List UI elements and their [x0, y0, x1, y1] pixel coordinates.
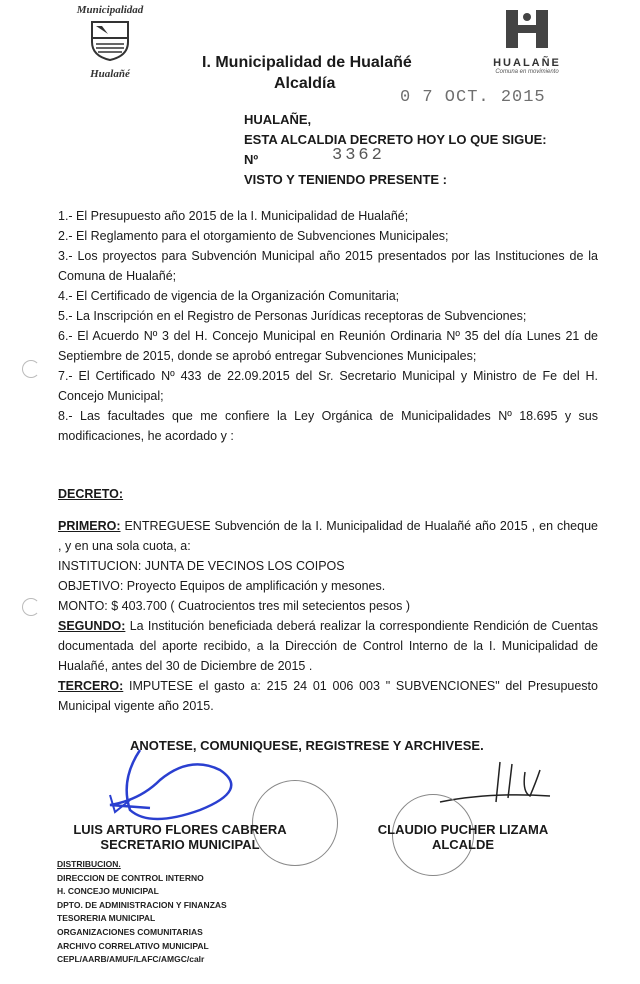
tercero-text: IMPUTESE el gasto a: 215 24 01 006 003 " SUBVENCIONES" del Presupuesto Municipal vigente año 2015. [58, 679, 598, 713]
distribution-item: ORGANIZACIONES COMUNITARIAS [57, 926, 203, 937]
tercero-paragraph [58, 676, 598, 716]
hualane-brand-logo [492, 8, 562, 78]
mayor-title: ALCALDE [431, 837, 495, 852]
visto-item: 5.- La Inscripción en el Registro de Personas Jurídicas receptoras de Subvenciones; [58, 309, 527, 323]
crest-bottom-text: Hualañé [90, 68, 130, 80]
crest-top-text: Municipalidad [76, 4, 144, 16]
heading-line-visto: VISTO Y TENIENDO PRESENTE : [244, 172, 447, 187]
visto-item: 2.- El Reglamento para el otorgamiento de Subvenciones Municipales; [58, 229, 449, 243]
visto-item: 1.- El Presupuesto año 2015 de la I. Municipalidad de Hualañé; [58, 209, 409, 223]
distribution-item: TESORERIA MUNICIPAL [57, 913, 156, 924]
secretary-signature [90, 740, 270, 830]
distribution-item: DPTO. DE ADMINISTRACION Y FINANZAS [57, 899, 227, 910]
brand-slogan: Comuna en movimiento [495, 69, 559, 75]
visto-item: 6.- El Acuerdo Nº 3 del H. Concejo Municipal en Reunión Ordinaria Nº 35 del día Lunes 21 de Septiembre de 2015, donde se aprobó entregar Subvenciones Municipales; [58, 329, 598, 363]
distribution-title: DISTRIBUCION. [57, 859, 121, 869]
distribution-item: DIRECCION DE CONTROL INTERNO [57, 872, 204, 883]
visto-item: 7.- El Certificado Nº 433 de 22.09.2015 del Sr. Secretario Municipal y Ministro de Fe del H. Concejo Municipal; [58, 369, 598, 403]
primero-paragraph [58, 516, 598, 556]
heading-line-place: HUALAÑE, [244, 112, 312, 127]
shield-icon [88, 18, 132, 62]
decreto-heading [58, 484, 598, 504]
objetivo-line: OBJETIVO: Proyecto Equipos de amplificación y mesones. [58, 579, 386, 593]
institucion-line: INSTITUCION: JUNTA DE VECINOS LOS COIPOS [58, 559, 345, 573]
municipal-crest-logo [62, 4, 158, 84]
brand-name: HUALAÑE [493, 57, 561, 69]
hole-punch-mark [22, 598, 40, 616]
secretary-title: SECRETARIO MUNICIPAL [100, 837, 260, 852]
tercero-label: TERCERO: [58, 679, 124, 693]
monto-line: MONTO: $ 403.700 ( Cuatrocientos tres mil setecientos pesos ) [58, 599, 411, 613]
distribution-item: H. CONCEJO MUNICIPAL [57, 886, 159, 897]
visto-item: 8.- Las facultades que me confiere la Ley Orgánica de Municipalidades Nº 18.695 y sus modificaciones, he acordado y : [58, 409, 598, 443]
distribution-list [57, 858, 227, 967]
secretary-signature-block [60, 822, 300, 852]
visto-list [58, 206, 598, 446]
closing-formula: ANOTESE, COMUNIQUESE, REGISTRESE Y ARCHIVESE. [130, 738, 484, 753]
mayor-signature-block [358, 822, 568, 852]
distribution-item: CEPL/AARB/AMUF/LAFC/AMGC/calr [57, 954, 205, 965]
visto-item: 3.- Los proyectos para Subvención Municipal año 2015 presentados por las Instituciones de la Comuna de Hualañé; [58, 249, 598, 283]
office-subtitle: Alcaldía [274, 75, 336, 92]
h-monogram-icon [500, 8, 554, 50]
visto-item: 4.- El Certificado de vigencia de la Organización Comunitaria; [58, 289, 400, 303]
decree-number-stamp: 3362 [332, 146, 385, 165]
segundo-text: La Institución beneficiada deberá realizar la correspondiente Rendición de Cuentas documentada del aporte recibido, a la Dirección de Control Interno de la I. Municipalidad de Hualañé, antes del 30 de Diciembre de 2015 . [58, 619, 598, 673]
primero-label: PRIMERO: [58, 519, 121, 533]
decreto-label: DECRETO: [58, 487, 124, 501]
distribution-item: ARCHIVO CORRELATIVO MUNICIPAL [57, 940, 209, 951]
heading-line-number: Nº [244, 152, 259, 167]
mayor-name: CLAUDIO PUCHER LIZAMA [377, 822, 549, 837]
segundo-label: SEGUNDO: [58, 619, 126, 633]
secretary-name: LUIS ARTURO FLORES CABRERA [73, 822, 287, 837]
resolutions [58, 516, 598, 716]
segundo-paragraph [58, 616, 598, 676]
primero-text: ENTREGUESE Subvención de la I. Municipalidad de Hualañé año 2015 , en cheque , y en una sola cuota, a: [58, 519, 598, 553]
municipality-title: I. Municipalidad de Hualañé [202, 54, 412, 71]
decree-heading [244, 110, 547, 190]
hole-punch-mark [22, 360, 40, 378]
heading-line-decree: ESTA ALCALDIA DECRETO HOY LO QUE SIGUE: [244, 132, 547, 147]
date-stamp: 0 7 OCT. 2015 [400, 88, 546, 107]
